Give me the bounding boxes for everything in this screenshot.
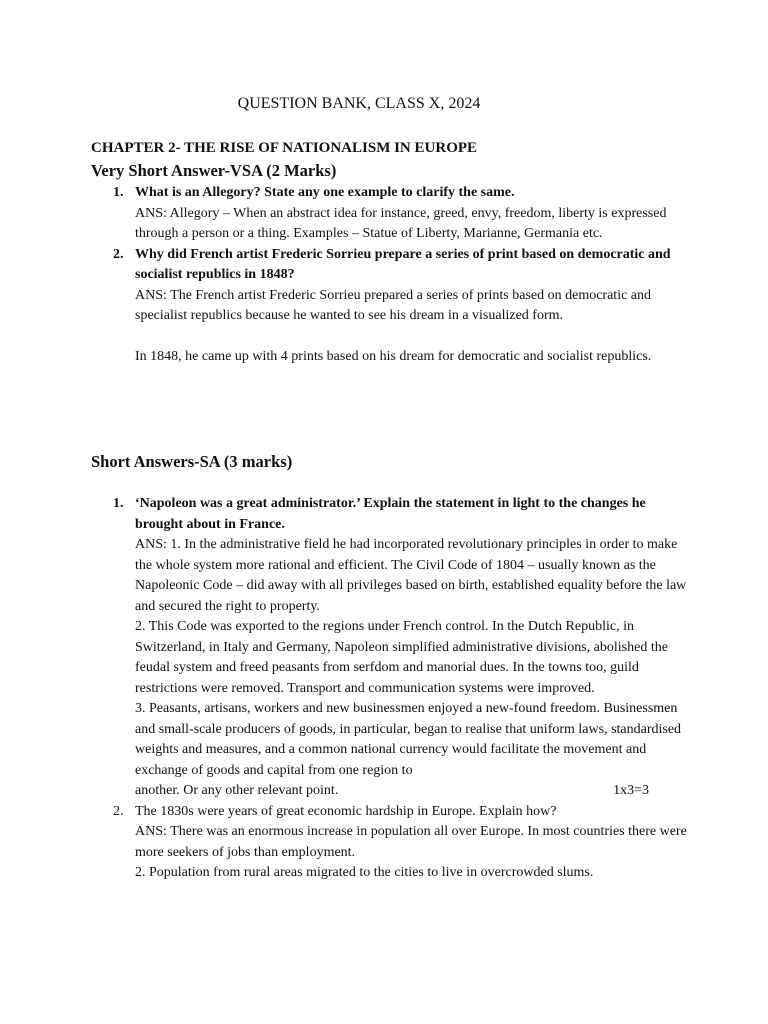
- answer-text-continued: In 1848, he came up with 4 prints based on his dream for democratic and socialist republics.: [135, 349, 652, 364]
- question-number: 2.: [113, 803, 124, 819]
- answer-text: ANS: The French artist Frederic Sorrieu prepared a series of prints based on democratic and specialist republics because he wanted to see his dream in a visualized form.: [135, 287, 652, 323]
- answer-closing-text: another. Or any other relevant point.: [135, 783, 339, 798]
- vsa-question-list: [91, 183, 691, 368]
- question-text: ‘Napoleon was a great administrator.’ Explain the statement in light to the changes he brought about in France.: [135, 496, 646, 532]
- marks-allocation: 1x3=3: [613, 783, 649, 798]
- question-number: 2.: [113, 246, 124, 262]
- vsa-question-2: [91, 245, 691, 368]
- question-text: What is an Allegory? State any one example to clarify the same.: [135, 185, 515, 200]
- answer-text: ANS: Allegory – When an abstract idea for instance, greed, envy, freedom, liberty is expressed through a person or a thing. Examples – Statue of Liberty, Marianne, Germania etc.: [135, 205, 667, 241]
- question-number: 1.: [113, 185, 124, 200]
- question-text: Why did French artist Frederic Sorrieu prepare a series of print based on democratic and socialist republics in 1848?: [135, 246, 671, 282]
- answer-paragraph-3: 3. Peasants, artisans, workers and new businessmen enjoyed a new-found freedom. Businessmen and small-scale producers of goods, in particular, began to realise that uniform laws, standardised weights and measures, and a common national currency would facilitate the movement and exchange of goods and capital from one region to: [135, 701, 682, 778]
- chapter-title: CHAPTER 2- THE RISE OF NATIONALISM IN EUROPE: [91, 140, 478, 156]
- sa-section-heading: Short Answers-SA (3 marks): [91, 452, 293, 471]
- answer-paragraph-2: 2. This Code was exported to the regions under French control. In the Dutch Republic, in Switzerland, in Italy and Germany, Napoleon simplified administrative divisions, abolished the feudal system and freed peasants from serfdom and manorial dues. In the towns too, guild restrictions were removed. Transport and communication systems were improved.: [135, 619, 668, 696]
- sa-question-2: [91, 802, 691, 884]
- answer-paragraph-2: 2. Population from rural areas migrated to the cities to live in overcrowded slums.: [135, 865, 594, 880]
- question-number: 1.: [113, 496, 124, 511]
- document-title: QUESTION BANK, CLASS X, 2024: [237, 95, 481, 112]
- question-text: The 1830s were years of great economic hardship in Europe. Explain how?: [135, 803, 557, 819]
- sa-question-list: [91, 494, 691, 884]
- answer-paragraph-1: ANS: There was an enormous increase in population all over Europe. In most countries there were more seekers of jobs than employment.: [135, 824, 687, 860]
- answer-paragraph-1: ANS: 1. In the administrative field he had incorporated revolutionary principles in order to make the whole system more rational and efficient. The Civil Code of 1804 – usually known as the Napoleonic Code – did away with all privileges based on birth, established equality before the law and secured the right to property.: [135, 537, 687, 614]
- answer-final-line: [135, 781, 691, 802]
- vsa-question-1: [91, 183, 691, 245]
- sa-question-1: [91, 494, 691, 802]
- vsa-section-heading: Very Short Answer-VSA (2 Marks): [91, 161, 337, 180]
